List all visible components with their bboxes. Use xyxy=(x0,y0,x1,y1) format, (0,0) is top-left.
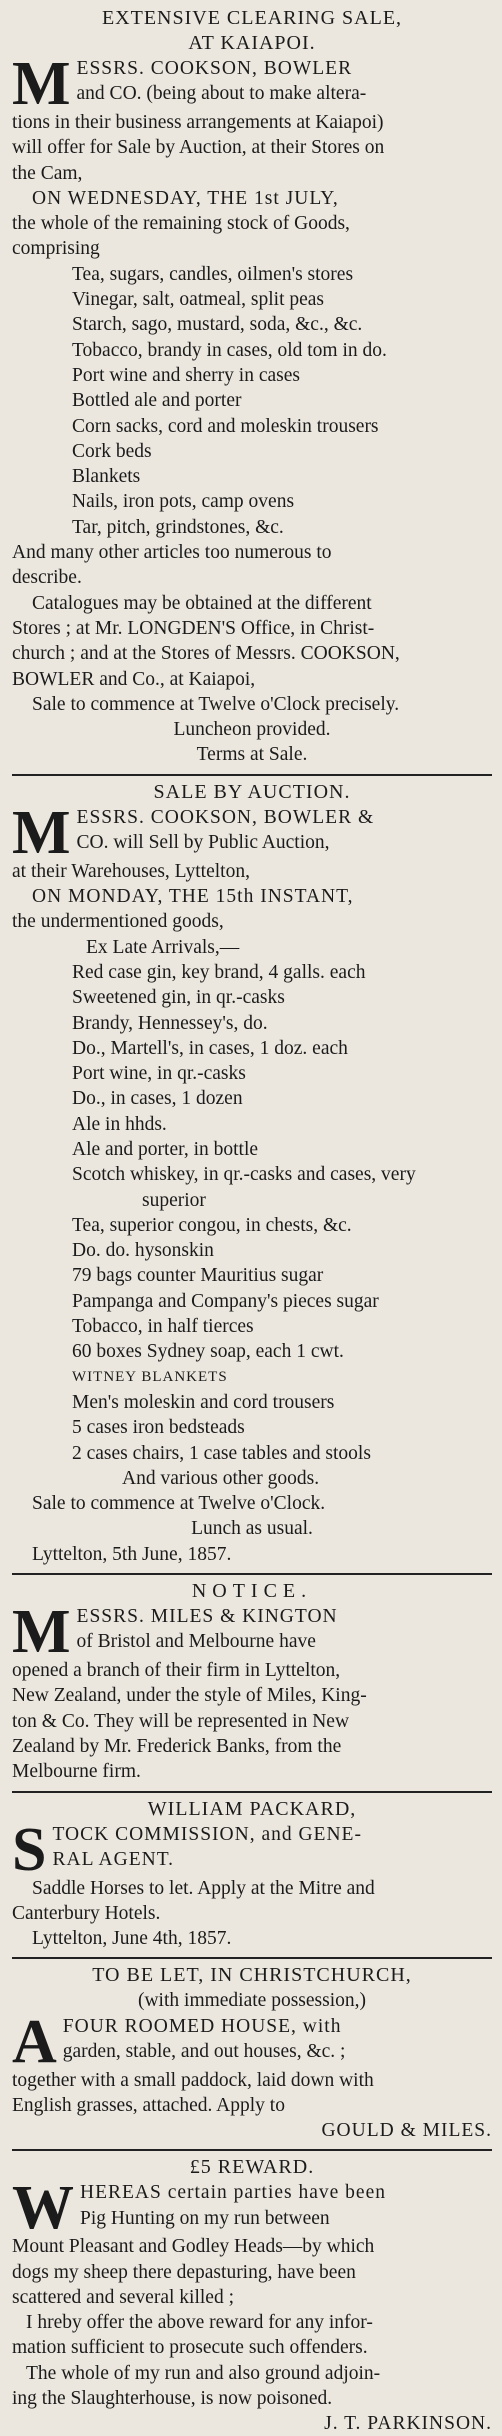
list-item: Blankets xyxy=(72,466,141,488)
auction-commence: Sale to commence at Twelve o'Clock. xyxy=(32,1493,326,1515)
list-item: Brandy, Hennessey's, do. xyxy=(72,1012,268,1034)
reward-line: Mount Pleasant and Godley Heads—by which xyxy=(12,2236,375,2258)
list-item: Tea, sugars, candles, oilmen's stores xyxy=(72,263,354,285)
divider xyxy=(12,1791,492,1793)
to-let-line: English grasses, attached. Apply to xyxy=(12,2095,285,2116)
intro-line: CO. will Sell by Public Auction, xyxy=(76,832,330,854)
list-item: Cork beds xyxy=(72,440,152,462)
list-item: Tar, pitch, grindstones, &c. xyxy=(72,516,284,538)
drop-cap: M xyxy=(12,50,71,118)
to-let-line: garden, stable, and out houses, &c. ; xyxy=(62,2041,346,2062)
divider xyxy=(12,2149,492,2151)
list-item: 5 cases iron bedsteads xyxy=(72,1417,245,1439)
list-item: Vinegar, salt, oatmeal, split peas xyxy=(72,289,325,311)
notice-line: Zealand by Mr. Frederick Banks, from the xyxy=(12,1735,342,1757)
item-list xyxy=(12,960,492,1491)
clearing-sale-intro xyxy=(12,50,492,186)
list-item: Do. do. hysonskin xyxy=(72,1240,214,1262)
notice-line: opened a branch of their firm in Lyttelton, xyxy=(12,1660,341,1682)
reward-signature: J. T. PARKINSON. xyxy=(324,2413,492,2435)
to-let-line: together with a small paddock, laid down with xyxy=(12,2069,374,2091)
auction-lunch: Lunch as usual. xyxy=(191,1518,313,1540)
reward-line: I hreby offer the above reward for any infor- xyxy=(26,2312,373,2334)
packard-line: Canterbury Hotels. xyxy=(12,1902,161,1924)
to-let-line: FOUR ROOMED HOUSE, with xyxy=(62,2015,342,2037)
auction-title: SALE BY AUCTION. xyxy=(153,780,351,803)
reward-line: Pig Hunting on my run between xyxy=(80,2207,330,2229)
list-item: And various other goods. xyxy=(122,1467,320,1489)
list-item: Nails, iron pots, camp ovens xyxy=(72,491,295,513)
divider xyxy=(12,774,492,776)
intro-line: ESSRS. COOKSON, BOWLER & xyxy=(76,806,375,828)
reward-line: mation sufficient to prosecute such offenders. xyxy=(12,2337,368,2359)
list-item: Ale and porter, in bottle xyxy=(72,1138,259,1160)
sale-by-auction-ad xyxy=(12,780,492,1567)
intro-line: at their Warehouses, Lyttelton, xyxy=(12,860,250,882)
packard-dateline: Lyttelton, June 4th, 1857. xyxy=(32,1928,232,1950)
drop-cap: S xyxy=(12,1815,47,1884)
sale-date: ON WEDNESDAY, THE 1st JULY, xyxy=(32,187,339,209)
to-let-ad xyxy=(12,1963,492,2143)
sale-comprising: comprising xyxy=(12,238,100,260)
drop-cap: M xyxy=(12,1598,71,1667)
list-item: Tobacco, brandy in cases, old tom in do. xyxy=(72,339,387,361)
list-item: Port wine and sherry in cases xyxy=(72,364,300,386)
notice-line: ESSRS. MILES & KINGTON xyxy=(76,1606,338,1628)
intro-line: the Cam, xyxy=(12,162,83,184)
notice-line: of Bristol and Melbourne have xyxy=(76,1631,316,1653)
list-item: Tobacco, in half tierces xyxy=(72,1316,254,1338)
reward-line: HEREAS certain parties have been xyxy=(80,2182,386,2204)
reward-line: dogs my sheep there depasturing, have been xyxy=(12,2261,356,2283)
drop-cap: M xyxy=(12,798,71,867)
many-articles-cont: describe. xyxy=(12,567,82,589)
list-item: 60 boxes Sydney soap, each 1 cwt. xyxy=(72,1341,344,1363)
notice-line: New Zealand, under the style of Miles, King- xyxy=(12,1685,367,1707)
list-item: Tea, superior congou, in chests, &c. xyxy=(72,1214,352,1236)
packard-ad xyxy=(12,1797,492,1952)
list-item: Red case gin, key brand, 4 galls. each xyxy=(72,961,366,983)
notice-ad xyxy=(12,1579,492,1784)
to-let-body xyxy=(12,2007,492,2119)
list-item: Ale in hhds. xyxy=(72,1113,167,1135)
intro-line: ESSRS. COOKSON, BOWLER xyxy=(76,58,353,79)
auction-date: ON MONDAY, THE 15th INSTANT, xyxy=(32,886,354,908)
packard-body xyxy=(12,1815,492,1952)
reward-line: ing the Slaughterhouse, is now poisoned. xyxy=(12,2388,333,2410)
reward-ad xyxy=(12,2155,492,2436)
list-item: Pampanga and Company's pieces sugar xyxy=(72,1290,379,1312)
drop-cap: A xyxy=(12,2007,57,2076)
intro-line: tions in their business arrangements at Kaiapoi) xyxy=(12,112,384,133)
to-let-signature: GOULD & MILES. xyxy=(321,2120,492,2142)
item-list xyxy=(12,262,492,540)
catalogue-note: BOWLER and Co., at Kaiapoi, xyxy=(12,668,256,690)
notice-body xyxy=(12,1598,492,1784)
to-let-possession: (with immediate possession,) xyxy=(137,1990,366,2012)
list-item: Bottled ale and porter xyxy=(72,390,242,412)
reward-line: The whole of my run and also ground adjoin- xyxy=(26,2362,381,2384)
auction-goods: the undermentioned goods, xyxy=(12,911,224,933)
list-item: 79 bags counter Mauritius sugar xyxy=(72,1265,324,1287)
list-item: Sweetened gin, in qr.-casks xyxy=(72,987,285,1009)
reward-title: £5 REWARD. xyxy=(189,2156,315,2179)
sale-commence: Sale to commence at Twelve o'Clock precisely. xyxy=(32,693,400,715)
clearing-sale-ad xyxy=(12,6,492,768)
notice-line: Melbourne firm. xyxy=(12,1761,141,1783)
list-item: Do., in cases, 1 dozen xyxy=(72,1088,243,1110)
reward-body xyxy=(12,2174,492,2411)
packard-line: TOCK COMMISSION, and GENE- xyxy=(52,1823,362,1845)
drop-cap: W xyxy=(12,2174,74,2243)
list-item: Men's moleskin and cord trousers xyxy=(72,1391,335,1413)
notice-line: ton & Co. They will be represented in New xyxy=(12,1710,350,1732)
auction-arrivals: Ex Late Arrivals,— xyxy=(86,936,240,958)
list-item: Corn sacks, cord and moleskin trousers xyxy=(72,415,379,437)
list-item: Starch, sago, mustard, soda, &c., &c. xyxy=(72,314,363,336)
list-item: Scotch whiskey, in qr.-casks and cases, very xyxy=(72,1164,416,1186)
clearing-sale-location: AT KAIAPOI. xyxy=(188,32,316,54)
packard-title: WILLIAM PACKARD, xyxy=(147,1797,357,1820)
list-item: 2 cases chairs, 1 case tables and stools xyxy=(72,1442,371,1464)
divider xyxy=(12,1957,492,1959)
sale-scope: the whole of the remaining stock of Goods, xyxy=(12,213,350,235)
luncheon-note: Luncheon provided. xyxy=(173,719,331,741)
intro-line: will offer for Sale by Auction, at their Stores on xyxy=(12,137,385,159)
to-let-title: TO BE LET, IN CHRISTCHURCH, xyxy=(92,1964,412,1987)
divider xyxy=(12,1573,492,1575)
reward-line: scattered and several killed ; xyxy=(12,2286,234,2308)
list-item: WITNEY BLANKETS xyxy=(72,1368,228,1385)
notice-title: NOTICE. xyxy=(191,1580,313,1603)
clearing-sale-title: EXTENSIVE CLEARING SALE, xyxy=(101,7,403,29)
packard-line: Saddle Horses to let. Apply at the Mitre and xyxy=(32,1877,375,1899)
catalogue-note: Catalogues may be obtained at the different xyxy=(32,592,372,614)
list-item: Port wine, in qr.-casks xyxy=(72,1063,246,1085)
terms-note: Terms at Sale. xyxy=(196,744,308,766)
many-articles: And many other articles too numerous to xyxy=(12,542,332,564)
auction-intro xyxy=(12,798,492,884)
packard-line: RAL AGENT. xyxy=(52,1848,175,1870)
auction-dateline: Lyttelton, 5th June, 1857. xyxy=(32,1543,232,1565)
catalogue-note: church ; and at the Stores of Messrs. COOKSON, xyxy=(12,643,400,665)
catalogue-note: Stores ; at Mr. LONGDEN'S Office, in Christ- xyxy=(12,617,375,639)
list-item: superior xyxy=(142,1189,206,1211)
intro-line: and CO. (being about to make altera- xyxy=(76,83,367,105)
list-item: Do., Martell's, in cases, 1 doz. each xyxy=(72,1037,348,1059)
